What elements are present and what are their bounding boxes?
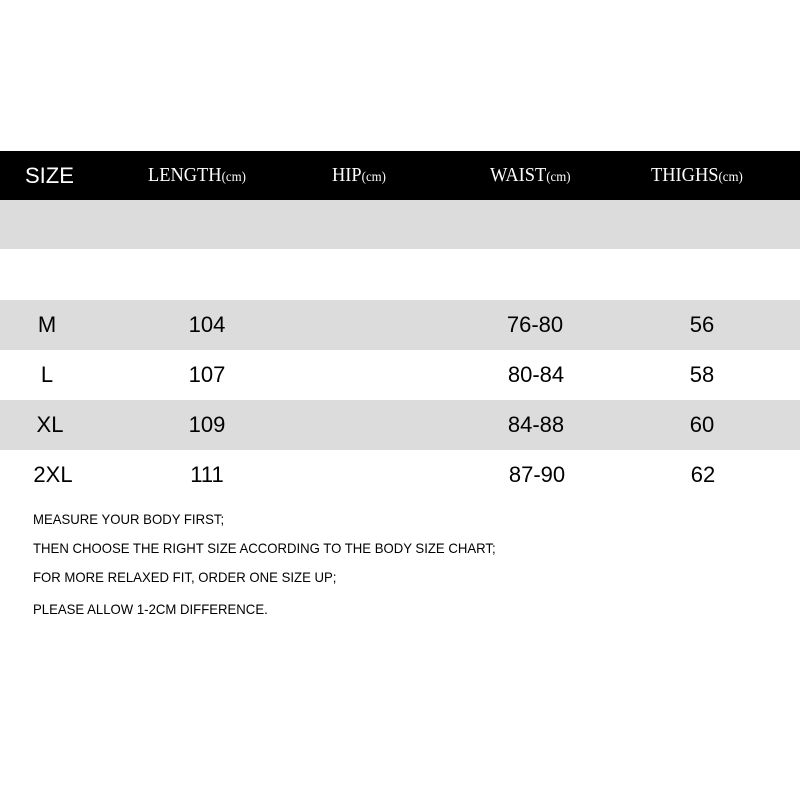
cell-length: 107 [188,362,226,387]
header-length: LENGTH(cm) [148,164,246,186]
header-thighs: THIGHS(cm) [651,164,743,186]
table-row [0,450,800,500]
cell-waist: 84-88 [507,412,565,437]
cell-length: 111 [190,462,224,487]
table-row [0,350,800,400]
header-waist: WAIST(cm) [490,164,571,186]
cell-waist: 76-80 [506,312,564,337]
cell-thighs: 62 [690,462,716,487]
note-line: MEASURE YOUR BODY FIRST; [33,511,225,527]
header-size: SIZE [25,163,74,188]
note-line: THEN CHOOSE THE RIGHT SIZE ACCORDING TO THE BODY SIZE CHART; [33,540,496,556]
size-notes [33,505,525,624]
table-row [0,400,800,450]
cell-size: M [37,312,57,337]
cell-size: 2XL [33,462,73,487]
cell-size: L [40,362,54,387]
cell-thighs: 56 [689,312,715,337]
cell-waist: 80-84 [507,362,565,387]
note-line: FOR MORE RELAXED FIT, ORDER ONE SIZE UP; [33,569,337,585]
cell-thighs: 60 [689,412,715,437]
cell-size: XL [36,412,64,437]
cell-thighs: 58 [689,362,715,387]
cell-length: 104 [188,312,226,337]
table-row [0,300,800,350]
size-table-header [0,151,800,200]
cell-length: 109 [188,412,226,437]
blank-gray-band [0,200,800,249]
note-line: PLEASE ALLOW 1-2CM DIFFERENCE. [33,601,268,617]
header-hip: HIP(cm) [332,164,386,186]
cell-waist: 87-90 [508,462,566,487]
